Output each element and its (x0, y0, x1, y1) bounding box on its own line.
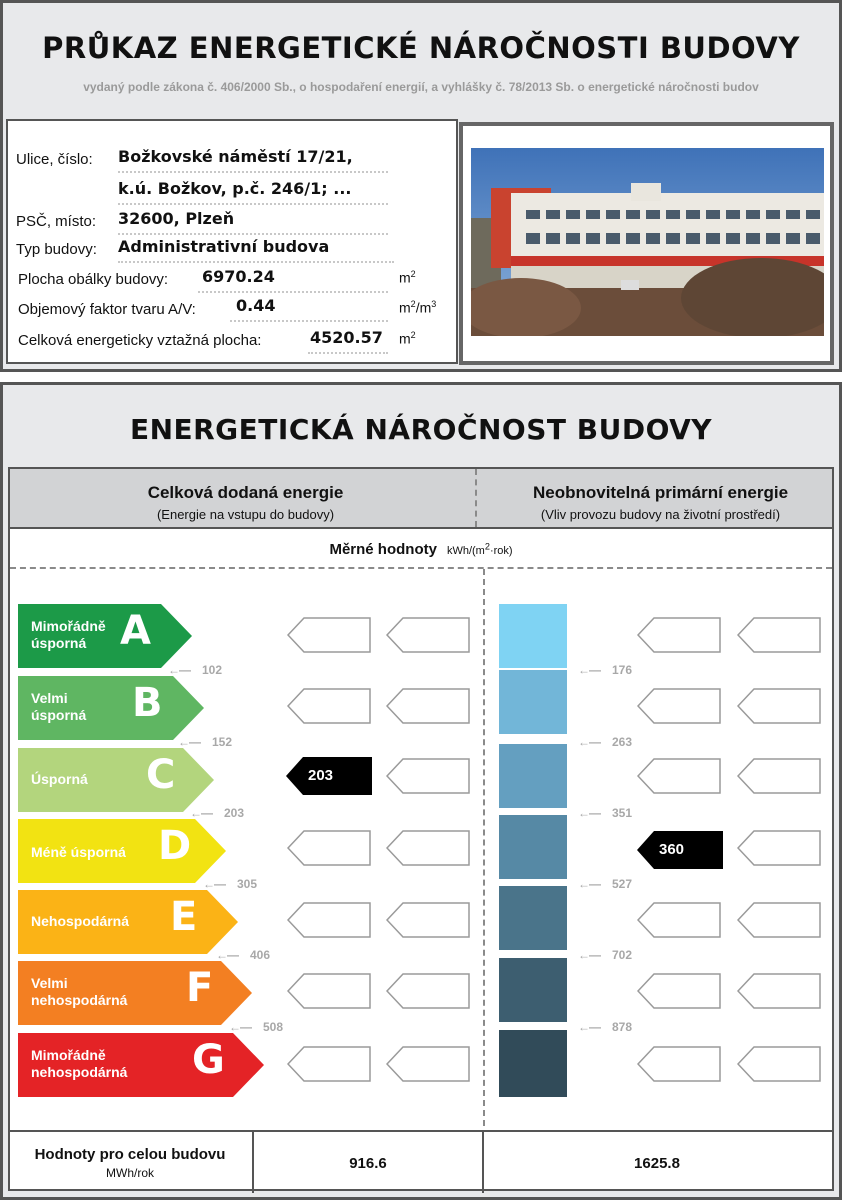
empty-rating-slot (637, 973, 721, 1009)
shape-factor-value: 0.44 (236, 296, 276, 315)
empty-rating-slot (637, 902, 721, 938)
primary-bar-segment (499, 886, 567, 950)
floor-area-value: 4520.57 (310, 328, 383, 347)
document-title: PRŮKAZ ENERGETICKÉ NÁROČNOSTI BUDOVY (42, 31, 800, 65)
energy-class-b (18, 676, 204, 740)
footer-primary-cell (484, 1132, 830, 1193)
street-label: Ulice, číslo: (16, 151, 93, 168)
energy-class-a (18, 604, 192, 668)
empty-rating-slot (737, 1046, 821, 1082)
empty-rating-slot (737, 830, 821, 866)
dotted-line (308, 352, 388, 354)
primary-bar-segment (499, 815, 567, 879)
class-letter: D (158, 823, 192, 869)
empty-rating-slot (287, 688, 371, 724)
dotted-line (118, 233, 388, 235)
primary-limit: ←— 878 (578, 1020, 633, 1034)
building-type-label: Typ budovy: (16, 241, 97, 258)
energy-class-g (18, 1033, 264, 1097)
dotted-line (118, 203, 388, 205)
building-photo-frame (459, 122, 834, 365)
delivered-energy-title: Celková dodaná energie (147, 483, 344, 502)
class-letter: B (132, 680, 163, 726)
delivered-limit: ←— 102 (168, 663, 223, 677)
class-letter: F (186, 965, 214, 1011)
class-letter: G (192, 1037, 225, 1083)
class-name: Mimořádně nehospodárná (31, 1047, 128, 1080)
empty-rating-slot (737, 617, 821, 653)
primary-limit: ←— 263 (578, 735, 633, 749)
dotted-line (230, 320, 388, 322)
dotted-line (198, 291, 388, 293)
building-type-value: Administrativní budova (118, 237, 330, 256)
primary-bar-segment (499, 958, 567, 1022)
empty-rating-slot (737, 973, 821, 1009)
delivered-energy-value: 203 (308, 767, 334, 784)
whole-building-values (8, 1130, 834, 1193)
delivered-limit: ←— 508 (229, 1020, 284, 1034)
floor-area-label: Celková energeticky vztažná plocha: (18, 332, 262, 349)
building-info-panel (6, 119, 458, 364)
specific-values-unit: kWh/$(m^2\cdot rok)$ (446, 541, 513, 557)
delivered-total: 916.6 (349, 1155, 387, 1172)
empty-rating-slot (637, 758, 721, 794)
primary-energy-header (455, 483, 842, 522)
empty-rating-slot (737, 758, 821, 794)
primary-bar-segment (499, 670, 567, 734)
primary-bar-segment (499, 744, 567, 808)
empty-rating-slot (287, 617, 371, 653)
primary-limit: ←— 702 (578, 948, 633, 962)
empty-rating-slot (386, 1046, 470, 1082)
empty-rating-slot (637, 1046, 721, 1082)
building-photo (471, 148, 824, 336)
energy-class-c (18, 748, 214, 812)
primary-energy-marker (637, 831, 723, 869)
empty-rating-slot (637, 617, 721, 653)
empty-rating-slot (287, 902, 371, 938)
delivered-energy-header (40, 483, 451, 522)
primary-limit: ←— 176 (578, 663, 633, 677)
energy-class-f (18, 961, 252, 1025)
envelope-area-unit: $m^2$ (399, 269, 416, 286)
primary-total: 1625.8 (634, 1155, 680, 1172)
footer-unit: MWh/rok (106, 1166, 154, 1180)
empty-rating-slot (737, 902, 821, 938)
primary-bar-segment (499, 604, 567, 668)
document-subtitle: vydaný podle zákona č. 406/2000 Sb., o hospodaření energií, a vyhlášky č. 78/2013 Sb. o energetické náročnosti budov (83, 80, 759, 94)
empty-rating-slot (637, 688, 721, 724)
footer-label-cell (8, 1132, 254, 1193)
class-name: Nehospodárná (31, 913, 130, 929)
primary-energy-value: 360 (659, 841, 685, 858)
class-name: Méně úsporná (31, 844, 126, 860)
street-value-line1: Božkovské náměstí 17/21, (118, 147, 353, 166)
class-name: Mimořádně úsporná (31, 618, 106, 651)
delivered-energy-marker (286, 757, 372, 795)
dotted-line (118, 261, 394, 263)
empty-rating-slot (386, 688, 470, 724)
column-headers (10, 469, 832, 529)
empty-rating-slot (287, 973, 371, 1009)
class-name: Velmi úsporná (31, 690, 87, 723)
empty-rating-slot (386, 902, 470, 938)
footer-delivered-cell (254, 1132, 484, 1193)
class-letter: A (120, 608, 151, 654)
dashed-column-divider (483, 569, 485, 1126)
empty-rating-slot (287, 830, 371, 866)
delivered-limit: ←— 152 (178, 735, 233, 749)
dashed-divider (10, 567, 832, 569)
class-name: Úsporná (31, 771, 88, 787)
street-value-line2: k.ú. Božkov, p.č. 246/1; ... (118, 179, 352, 198)
envelope-area-value: 6970.24 (202, 267, 275, 286)
primary-energy-title: Neobnovitelná primární energie (532, 483, 789, 502)
shape-factor-unit: $m^2/m^3$ (399, 299, 437, 316)
section-title: ENERGETICKÁ NÁROČNOST BUDOVY (129, 413, 713, 446)
delivered-limit: ←— 203 (190, 806, 245, 820)
delivered-limit: ←— 305 (203, 877, 258, 891)
primary-bar-segment (499, 1030, 567, 1097)
empty-rating-slot (386, 617, 470, 653)
delivered-limit: ←— 406 (216, 948, 271, 962)
energy-class-e (18, 890, 238, 954)
class-name: Velmi nehospodárná (31, 975, 128, 1008)
specific-values-label: Měrné hodnoty (329, 541, 437, 558)
primary-limit: ←— 351 (578, 806, 633, 820)
energy-class-d (18, 819, 226, 883)
primary-energy-subtitle: (Vliv provozu budovy na životní prostředí) (540, 507, 781, 522)
class-letter: E (170, 894, 198, 940)
empty-rating-slot (386, 758, 470, 794)
header-divider (475, 469, 477, 527)
floor-area-unit: $m^2$ (399, 330, 416, 347)
empty-rating-slot (287, 1046, 371, 1082)
class-letter: C (146, 752, 176, 798)
empty-rating-slot (737, 688, 821, 724)
psc-label: PSČ, místo: (16, 213, 97, 230)
envelope-area-label: Plocha obálky budovy: (18, 271, 169, 288)
delivered-energy-subtitle: (Energie na vstupu do budovy) (156, 507, 335, 522)
shape-factor-label: Objemový faktor tvaru A/V: (18, 301, 196, 318)
empty-rating-slot (386, 973, 470, 1009)
footer-label: Hodnoty pro celou budovu (34, 1146, 226, 1163)
specific-values-heading (0, 541, 842, 559)
primary-limit: ←— 527 (578, 877, 633, 891)
empty-rating-slot (386, 830, 470, 866)
psc-value: 32600, Plzeň (118, 209, 235, 228)
dotted-line (118, 171, 388, 173)
